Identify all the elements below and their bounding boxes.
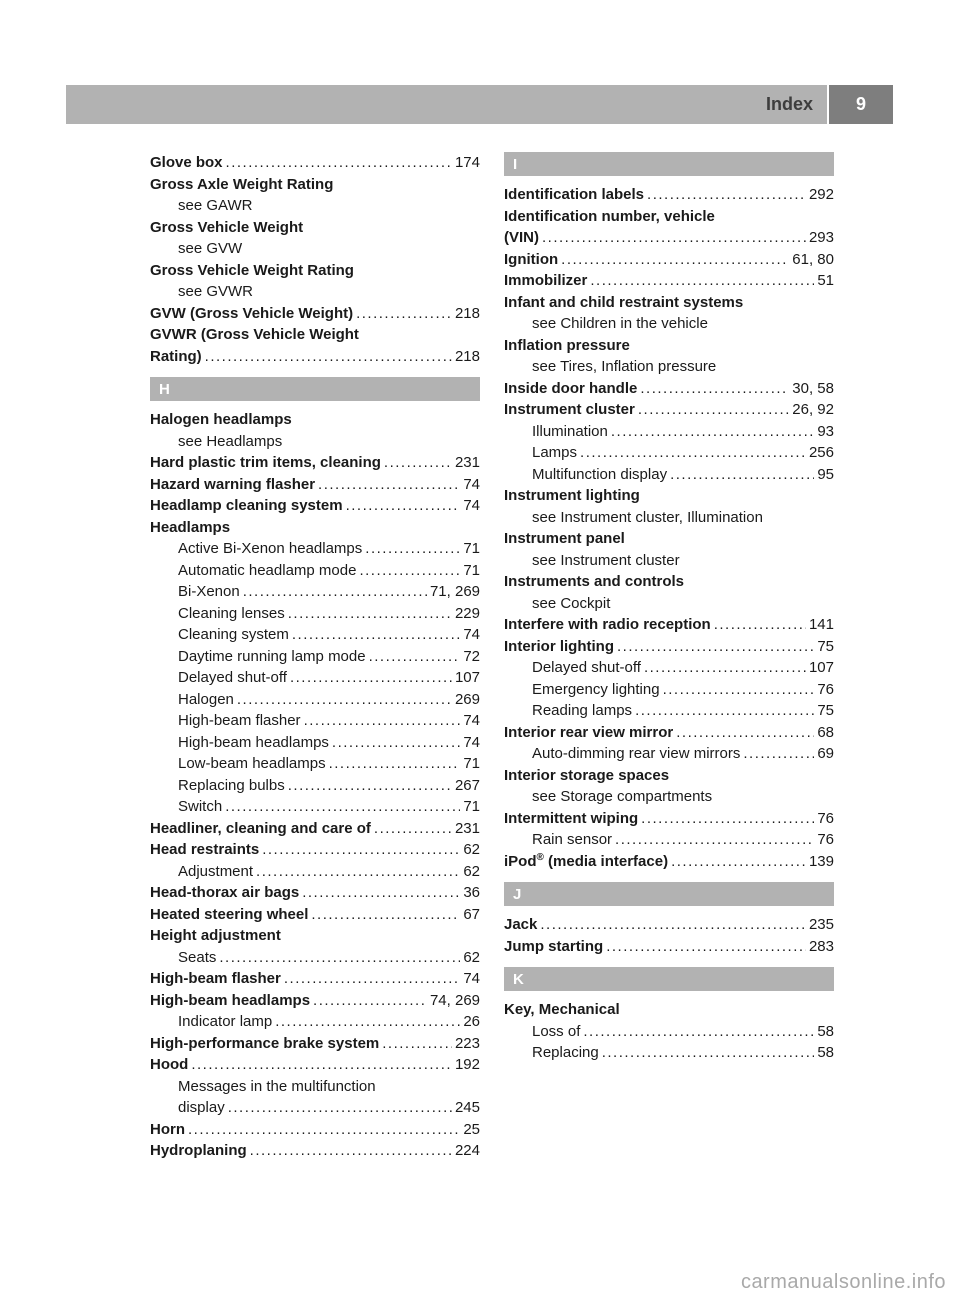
entry-label: see GVW bbox=[178, 240, 243, 257]
entry-label: see Instrument cluster bbox=[532, 551, 680, 569]
page-ref: 74 bbox=[463, 970, 480, 987]
page-ref: 269 bbox=[454, 690, 480, 708]
index-entry bbox=[504, 636, 834, 658]
entry-label: see Headlamps bbox=[178, 432, 283, 450]
index-entry bbox=[504, 378, 834, 400]
page-ref: 74 bbox=[463, 475, 480, 493]
dot-leader bbox=[191, 1054, 452, 1076]
entry-label: Head-thorax air bags bbox=[150, 884, 300, 901]
dot-leader bbox=[583, 1021, 814, 1043]
page-ref: 256 bbox=[808, 444, 834, 461]
index-subentry bbox=[150, 947, 480, 969]
index-subentry bbox=[504, 786, 834, 808]
index-subentry bbox=[150, 238, 480, 260]
page-ref: 192 bbox=[454, 1056, 480, 1073]
index-entry bbox=[150, 904, 480, 926]
entry-label: Cleaning lenses bbox=[178, 604, 285, 622]
index-subentry bbox=[150, 281, 480, 303]
dot-leader bbox=[369, 646, 461, 668]
index-entry bbox=[150, 1054, 480, 1076]
entry-label: Jack bbox=[504, 916, 538, 933]
entry-label: Cleaning system bbox=[178, 626, 289, 643]
entry-label: Gross Vehicle Weight bbox=[150, 218, 304, 236]
watermark: carmanualsonline.info bbox=[740, 1271, 946, 1293]
index-entry bbox=[504, 614, 834, 636]
page-ref: 231 bbox=[454, 454, 480, 471]
dot-leader bbox=[332, 732, 460, 754]
entry-label: see Children in the vehicle bbox=[532, 315, 708, 332]
dot-leader bbox=[384, 452, 452, 474]
entry-label: Hydroplaning bbox=[150, 1142, 247, 1159]
dot-leader bbox=[288, 775, 452, 797]
page-ref: 95 bbox=[817, 465, 834, 483]
entry-label: Illumination bbox=[532, 422, 608, 440]
index-entry bbox=[504, 851, 834, 873]
dot-leader bbox=[228, 1097, 452, 1119]
index-subentry bbox=[504, 657, 834, 679]
entry-label: Reading lamps bbox=[532, 702, 633, 719]
entry-label: see Instrument cluster, Illumination bbox=[532, 508, 763, 526]
dot-leader bbox=[638, 399, 789, 421]
section-letter: I bbox=[513, 155, 518, 173]
dot-leader bbox=[290, 667, 452, 689]
dot-leader bbox=[615, 829, 814, 851]
index-subentry bbox=[150, 538, 480, 560]
page-ref: 141 bbox=[808, 616, 834, 633]
page-ref: 224 bbox=[454, 1142, 480, 1159]
index-subentry bbox=[504, 700, 834, 722]
dot-leader bbox=[617, 636, 814, 658]
entry-label: see Tires, Inflation pressure bbox=[532, 358, 717, 375]
page-ref: 62 bbox=[463, 841, 480, 858]
index-entry bbox=[504, 335, 834, 357]
index-subentry bbox=[504, 829, 834, 851]
page-ref: 223 bbox=[454, 1034, 480, 1052]
entry-label: Headliner, cleaning and care of bbox=[150, 819, 371, 837]
entry-label: Hood bbox=[150, 1056, 189, 1073]
dot-leader bbox=[359, 560, 460, 582]
index-entry bbox=[150, 1033, 480, 1055]
entry-label: Gross Vehicle Weight Rating bbox=[150, 261, 354, 279]
entry-label: see Cockpit bbox=[532, 594, 611, 612]
section-letter: K bbox=[513, 970, 524, 988]
entry-label: High-performance brake system bbox=[150, 1034, 380, 1052]
dot-leader bbox=[606, 936, 806, 958]
dot-leader bbox=[250, 1140, 452, 1162]
entry-label: Adjustment bbox=[178, 862, 254, 880]
dot-leader bbox=[602, 1042, 815, 1064]
entry-label: iPod® (media interface) bbox=[504, 851, 669, 870]
index-entry bbox=[504, 999, 834, 1021]
page-ref: 71, 269 bbox=[429, 583, 480, 600]
entry-label: Halogen bbox=[178, 690, 234, 708]
index-entry bbox=[150, 818, 480, 840]
entry-label: High-beam flasher bbox=[178, 712, 301, 729]
index-subentry bbox=[504, 356, 834, 378]
dot-leader bbox=[237, 689, 452, 711]
entry-label: Interior storage spaces bbox=[504, 766, 670, 784]
dot-leader bbox=[611, 421, 814, 443]
entry-label: Jump starting bbox=[504, 937, 604, 955]
entry-label: Glove box bbox=[150, 154, 223, 171]
entry-label: Instrument lighting bbox=[504, 487, 640, 504]
page-ref: 25 bbox=[463, 1120, 480, 1138]
page-ref: 71 bbox=[463, 561, 480, 579]
index-entry bbox=[504, 270, 834, 292]
section-header-j bbox=[504, 882, 834, 906]
entry-label: Multifunction display bbox=[532, 465, 668, 483]
dot-leader bbox=[663, 679, 815, 701]
entry-label: Low-beam headlamps bbox=[178, 755, 326, 772]
index-entry bbox=[150, 452, 480, 474]
section-header-k bbox=[504, 967, 834, 991]
entry-label: Interior rear view mirror bbox=[504, 723, 674, 741]
index-subentry bbox=[504, 313, 834, 335]
page-ref: 74 bbox=[463, 712, 480, 729]
entry-label: Messages in the multifunction bbox=[178, 1077, 376, 1095]
page-ref: 61, 80 bbox=[792, 250, 834, 268]
index-entry bbox=[150, 495, 480, 517]
entry-label: Identification number, vehicle bbox=[504, 207, 715, 225]
dot-leader bbox=[542, 227, 806, 249]
entry-label: Auto-dimming rear view mirrors bbox=[532, 745, 741, 762]
section-header-h bbox=[150, 377, 480, 401]
entry-label: Instruments and controls bbox=[504, 573, 685, 590]
index-subentry bbox=[504, 507, 834, 529]
entry-label: Lamps bbox=[532, 444, 578, 461]
index-entry bbox=[504, 765, 834, 787]
index-subentry bbox=[150, 753, 480, 775]
dot-leader bbox=[561, 249, 789, 271]
entry-label: Interior lighting bbox=[504, 637, 614, 655]
dot-leader bbox=[225, 796, 460, 818]
entry-label: Seats bbox=[178, 948, 217, 966]
registered-mark: ® bbox=[536, 851, 544, 863]
section-letter: H bbox=[159, 380, 170, 398]
index-subentry bbox=[150, 560, 480, 582]
entry-label: Headlamp cleaning system bbox=[150, 497, 343, 514]
dot-leader bbox=[262, 839, 460, 861]
entry-label: Head restraints bbox=[150, 841, 260, 858]
section-header-i bbox=[504, 152, 834, 176]
page-ref: 293 bbox=[808, 229, 834, 246]
section-letter: J bbox=[513, 885, 522, 903]
dot-leader bbox=[226, 152, 452, 174]
dot-leader bbox=[670, 464, 814, 486]
dot-leader bbox=[275, 1011, 460, 1033]
dot-leader bbox=[382, 1033, 452, 1055]
entry-label: High-beam flasher bbox=[150, 970, 281, 987]
entry-label: Automatic headlamp mode bbox=[178, 561, 357, 579]
page-number: 9 bbox=[855, 94, 866, 114]
index-subentry bbox=[504, 593, 834, 615]
dot-leader bbox=[644, 657, 806, 679]
page-ref: 58 bbox=[817, 1022, 834, 1040]
index-subentry bbox=[504, 743, 834, 765]
entry-label: see GVWR bbox=[178, 283, 254, 300]
entry-label: Inside door handle bbox=[504, 379, 638, 397]
dot-leader bbox=[205, 346, 452, 368]
index-subentry bbox=[150, 732, 480, 754]
entry-label: Loss of bbox=[532, 1022, 581, 1040]
page-ref: 75 bbox=[817, 702, 834, 719]
index-subentry bbox=[150, 796, 480, 818]
page-ref: 75 bbox=[817, 637, 834, 655]
index-entry bbox=[504, 184, 834, 206]
index-entry bbox=[504, 722, 834, 744]
entry-label: Height adjustment bbox=[150, 927, 281, 944]
index-subentry bbox=[504, 1042, 834, 1064]
index-entry bbox=[504, 808, 834, 830]
index-column-right bbox=[504, 152, 834, 1162]
page-ref: 267 bbox=[454, 776, 480, 794]
index-entry bbox=[150, 882, 480, 904]
dot-leader bbox=[374, 818, 452, 840]
index-subentry bbox=[150, 1097, 480, 1119]
index-subentry bbox=[150, 710, 480, 732]
page-ref: 68 bbox=[817, 723, 834, 741]
index-subentry bbox=[150, 775, 480, 797]
entry-label: Ignition bbox=[504, 250, 559, 268]
entry-label: see GAWR bbox=[178, 197, 253, 214]
index-entry bbox=[150, 346, 480, 368]
entry-label: GVWR (Gross Vehicle Weight bbox=[150, 326, 359, 343]
page-title: Index bbox=[765, 94, 813, 114]
index-entry bbox=[150, 174, 480, 196]
entry-label: Hard plastic trim items, cleaning bbox=[150, 454, 381, 471]
entry-label: see Storage compartments bbox=[532, 788, 713, 805]
header-bar bbox=[66, 85, 827, 124]
page-ref: 58 bbox=[817, 1044, 834, 1061]
entry-label: Inflation pressure bbox=[504, 336, 630, 354]
index-entry bbox=[150, 1140, 480, 1162]
entry-label: Instrument panel bbox=[504, 530, 625, 547]
index-column-left bbox=[150, 152, 480, 1162]
index-subentry bbox=[150, 667, 480, 689]
entry-label: (VIN) bbox=[504, 229, 539, 246]
index-subentry bbox=[150, 861, 480, 883]
entry-label: Identification labels bbox=[504, 186, 645, 203]
entry-label: High-beam headlamps bbox=[178, 733, 329, 751]
page-ref: 74 bbox=[463, 733, 480, 751]
dot-leader bbox=[313, 990, 427, 1012]
page-ref: 235 bbox=[808, 916, 834, 933]
index-subentry bbox=[504, 421, 834, 443]
dot-leader bbox=[219, 947, 460, 969]
page-ref: 76 bbox=[817, 809, 834, 827]
index-entry bbox=[504, 292, 834, 314]
entry-label: Key, Mechanical bbox=[504, 1001, 620, 1018]
index-subentry bbox=[150, 195, 480, 217]
index-content bbox=[150, 152, 834, 1162]
index-entry bbox=[504, 249, 834, 271]
entry-label: Intermittent wiping bbox=[504, 809, 639, 827]
page-ref: 26, 92 bbox=[792, 401, 834, 418]
entry-label: Replacing bulbs bbox=[178, 776, 285, 794]
entry-label: Hazard warning flasher bbox=[150, 475, 316, 493]
entry-label: Headlamps bbox=[150, 518, 231, 536]
entry-label: Delayed shut-off bbox=[532, 659, 641, 676]
entry-label: Switch bbox=[178, 798, 223, 815]
index-entry bbox=[504, 485, 834, 507]
page-ref: 229 bbox=[454, 604, 480, 622]
index-subentry bbox=[150, 624, 480, 646]
dot-leader bbox=[188, 1119, 460, 1141]
dot-leader bbox=[346, 495, 461, 517]
dot-leader bbox=[580, 442, 806, 464]
dot-leader bbox=[640, 378, 789, 400]
index-entry bbox=[504, 227, 834, 249]
entry-label: Active Bi-Xenon headlamps bbox=[178, 540, 363, 557]
dot-leader bbox=[302, 882, 460, 904]
entry-label: Rain sensor bbox=[532, 831, 613, 848]
page-ref: 218 bbox=[454, 304, 480, 322]
entry-label: Daytime running lamp mode bbox=[178, 647, 366, 665]
index-subentry bbox=[150, 689, 480, 711]
dot-leader bbox=[540, 914, 806, 936]
index-entry bbox=[150, 1119, 480, 1141]
page-ref: 93 bbox=[817, 422, 834, 440]
page-ref: 76 bbox=[817, 831, 834, 848]
page-ref: 174 bbox=[454, 154, 480, 171]
index-subentry bbox=[504, 464, 834, 486]
index-entry bbox=[150, 925, 480, 947]
dot-leader bbox=[256, 861, 460, 883]
page-ref: 139 bbox=[808, 852, 834, 870]
entry-label: Emergency lighting bbox=[532, 680, 660, 698]
page-ref: 69 bbox=[817, 745, 834, 762]
dot-leader bbox=[743, 743, 814, 765]
dot-leader bbox=[714, 614, 806, 636]
dot-leader bbox=[647, 184, 806, 206]
page-ref: 62 bbox=[463, 948, 480, 966]
dot-leader bbox=[590, 270, 814, 292]
page-ref: 26 bbox=[463, 1013, 480, 1030]
dot-leader bbox=[676, 722, 814, 744]
index-subentry bbox=[504, 550, 834, 572]
entry-label: Horn bbox=[150, 1120, 185, 1138]
index-entry bbox=[150, 517, 480, 539]
page-ref: 36 bbox=[463, 884, 480, 901]
index-subentry bbox=[504, 442, 834, 464]
entry-label: GVW (Gross Vehicle Weight) bbox=[150, 304, 354, 322]
page-ref: 76 bbox=[817, 680, 834, 698]
index-subentry bbox=[150, 1076, 480, 1098]
page-ref: 71 bbox=[463, 540, 480, 557]
entry-label: Gross Axle Weight Rating bbox=[150, 175, 334, 193]
entry-label: Interfere with radio reception bbox=[504, 616, 711, 633]
entry-label: Bi-Xenon bbox=[178, 583, 240, 600]
page-ref: 30, 58 bbox=[792, 379, 834, 397]
dot-leader bbox=[288, 603, 452, 625]
entry-label: Halogen headlamps bbox=[150, 411, 292, 428]
entry-label: High-beam headlamps bbox=[150, 991, 311, 1009]
entry-label: Immobilizer bbox=[504, 272, 588, 289]
entry-label: display bbox=[178, 1099, 225, 1116]
index-entry bbox=[150, 152, 480, 174]
index-entry bbox=[150, 839, 480, 861]
index-entry bbox=[150, 303, 480, 325]
dot-leader bbox=[318, 474, 460, 496]
entry-label: Rating) bbox=[150, 347, 202, 365]
page-ref: 231 bbox=[454, 819, 480, 837]
index-entry bbox=[504, 571, 834, 593]
page-ref: 72 bbox=[463, 647, 480, 665]
index-entry bbox=[150, 217, 480, 239]
dot-leader bbox=[284, 968, 460, 990]
page-ref: 74 bbox=[463, 626, 480, 643]
dot-leader bbox=[243, 581, 427, 603]
dot-leader bbox=[641, 808, 814, 830]
dot-leader bbox=[311, 904, 460, 926]
page-ref: 107 bbox=[808, 659, 834, 676]
dot-leader bbox=[365, 538, 460, 560]
index-entry bbox=[150, 324, 480, 346]
page-ref: 292 bbox=[808, 186, 834, 203]
dot-leader bbox=[304, 710, 461, 732]
index-subentry bbox=[150, 646, 480, 668]
page-ref: 283 bbox=[808, 937, 834, 955]
index-entry bbox=[504, 914, 834, 936]
entry-label: Infant and child restraint systems bbox=[504, 293, 744, 311]
dot-leader bbox=[329, 753, 461, 775]
index-subentry bbox=[150, 603, 480, 625]
page-ref: 71 bbox=[463, 755, 480, 772]
page-ref: 71 bbox=[463, 798, 480, 815]
index-entry bbox=[150, 409, 480, 431]
dot-leader bbox=[671, 851, 806, 873]
entry-label: Delayed shut-off bbox=[178, 669, 287, 686]
entry-label: Indicator lamp bbox=[178, 1013, 273, 1030]
dot-leader bbox=[292, 624, 460, 646]
index-entry bbox=[150, 260, 480, 282]
index-entry bbox=[504, 528, 834, 550]
page-ref: 218 bbox=[454, 347, 480, 365]
page-ref: 74, 269 bbox=[429, 991, 480, 1009]
dot-leader bbox=[356, 303, 452, 325]
page-ref: 67 bbox=[463, 905, 480, 923]
page-ref: 245 bbox=[454, 1099, 480, 1116]
page-ref: 74 bbox=[463, 497, 480, 514]
index-subentry bbox=[150, 581, 480, 603]
entry-label: Heated steering wheel bbox=[150, 905, 309, 923]
index-subentry bbox=[504, 679, 834, 701]
index-subentry bbox=[150, 1011, 480, 1033]
index-subentry bbox=[504, 1021, 834, 1043]
index-entry bbox=[504, 936, 834, 958]
index-entry bbox=[150, 968, 480, 990]
page-ref: 51 bbox=[817, 272, 834, 289]
entry-label: Instrument cluster bbox=[504, 401, 635, 418]
dot-leader bbox=[635, 700, 814, 722]
page-ref: 62 bbox=[463, 862, 480, 880]
index-entry bbox=[504, 206, 834, 228]
index-subentry bbox=[150, 431, 480, 453]
entry-label: Replacing bbox=[532, 1044, 599, 1061]
index-entry bbox=[150, 474, 480, 496]
index-entry bbox=[504, 399, 834, 421]
page-ref: 107 bbox=[454, 669, 480, 686]
index-entry bbox=[150, 990, 480, 1012]
page-number-box bbox=[829, 85, 893, 124]
